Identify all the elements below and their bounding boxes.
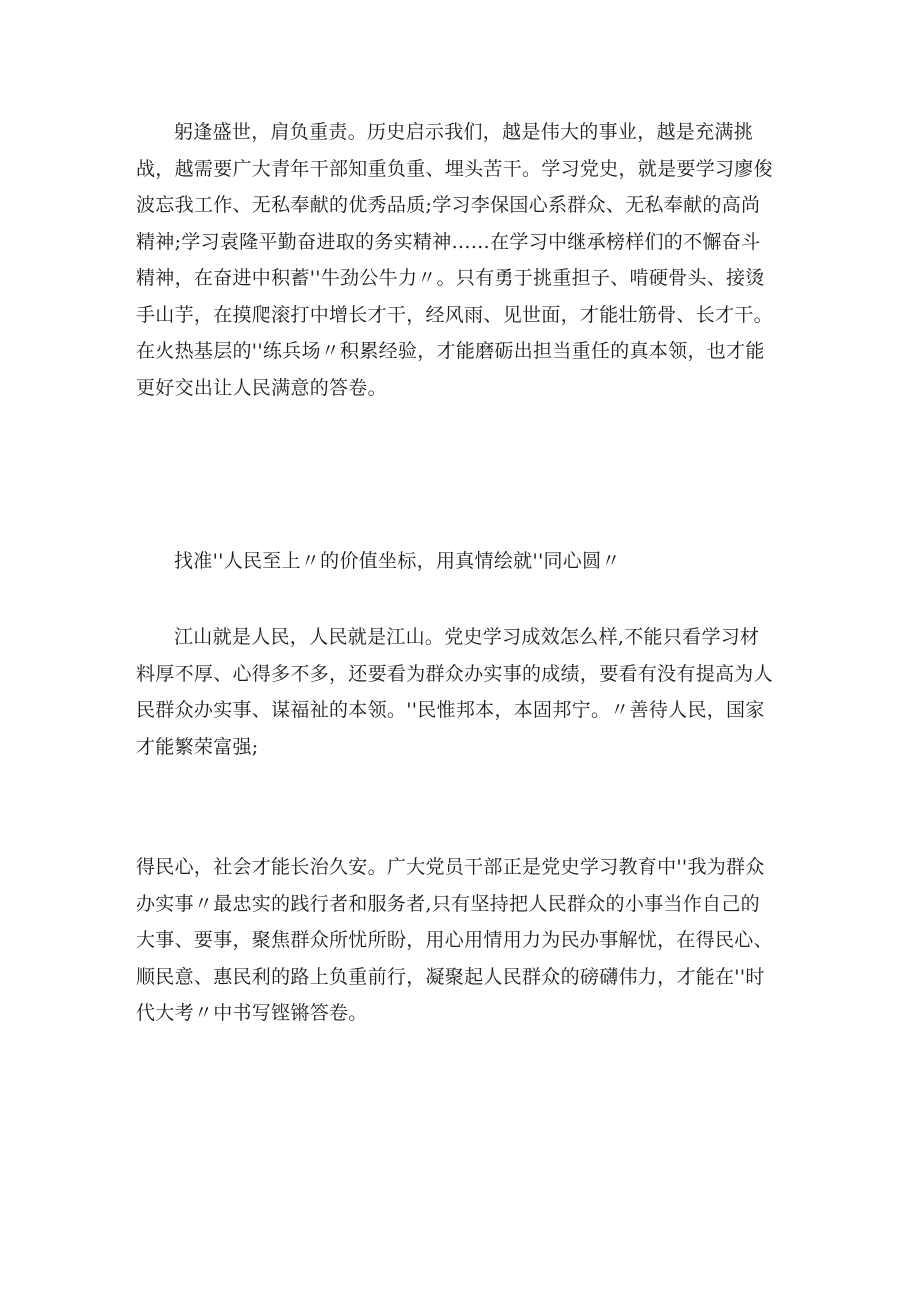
text-line: 才能繁荣富强; [136, 735, 259, 758]
text-line: 躬逢盛世，肩负重责。历史启示我们，越是伟大的事业，越是充满挑 [174, 121, 754, 143]
text-line: 手山芋，在摸爬滚打中增长才干，经风雨、见世面，才能壮筋骨、长才干。 [136, 303, 773, 326]
paragraph-3 [136, 849, 796, 1032]
text-line: 得民心，社会才能长治久安。广大党员干部正是党史学习教育中''我为群众 [136, 856, 765, 878]
section-heading: 找准''人民至上〃的价值坐标，用真情绘就''同心圆〃 [174, 550, 621, 572]
text-line: 民群众办实事、谋福祉的本领。''民惟邦本，本固邦宁。〃善待人民，国家 [136, 699, 765, 721]
text-line: 料厚不厚、心得多不多，还要看为群众办实事的成绩，要看有没有提高为人 [136, 662, 773, 685]
text-line: 大事、要事，聚焦群众所忧所盼，用心用情用力为民办事解忧，在得民心、 [136, 929, 773, 951]
text-line: 江山就是人民，人民就是江山。党史学习成效怎么样,不能只看学习材 [174, 626, 760, 648]
text-line: 战，越需要广大青年干部知重负重、埋头苦干。学习党史，就是要学习廖俊 [136, 157, 773, 180]
text-line: 更好交出让人民满意的答卷。 [136, 376, 387, 399]
text-line: 精神;学习袁隆平勤奋进取的务实精神……在学习中继承榜样们的不懈奋斗 [136, 230, 761, 253]
text-line: 代大考〃中书写铿锵答卷。 [136, 1002, 368, 1024]
text-line: 在火热基层的''练兵场〃积累经验，才能磨砺出担当重任的真本领，也才能 [136, 340, 765, 362]
text-line: 波忘我工作、无私奉献的优秀品质;学习李保国心系群众、无私奉献的高尚 [136, 194, 761, 216]
paragraph-1 [136, 114, 796, 406]
paragraph-2 [136, 619, 796, 765]
text-line: 精神，在奋进中积蓄''牛劲公牛力〃。只有勇于挑重担子、啃硬骨头、接烫 [136, 267, 765, 289]
text-line: 办实事〃最忠实的践行者和服务者,只有坚持把人民群众的小事当作自己的 [136, 892, 760, 915]
section-heading-block [136, 543, 796, 580]
text-line: 顺民意、惠民利的路上负重前行，凝聚起人民群众的磅礴伟力，才能在''时 [136, 965, 765, 988]
